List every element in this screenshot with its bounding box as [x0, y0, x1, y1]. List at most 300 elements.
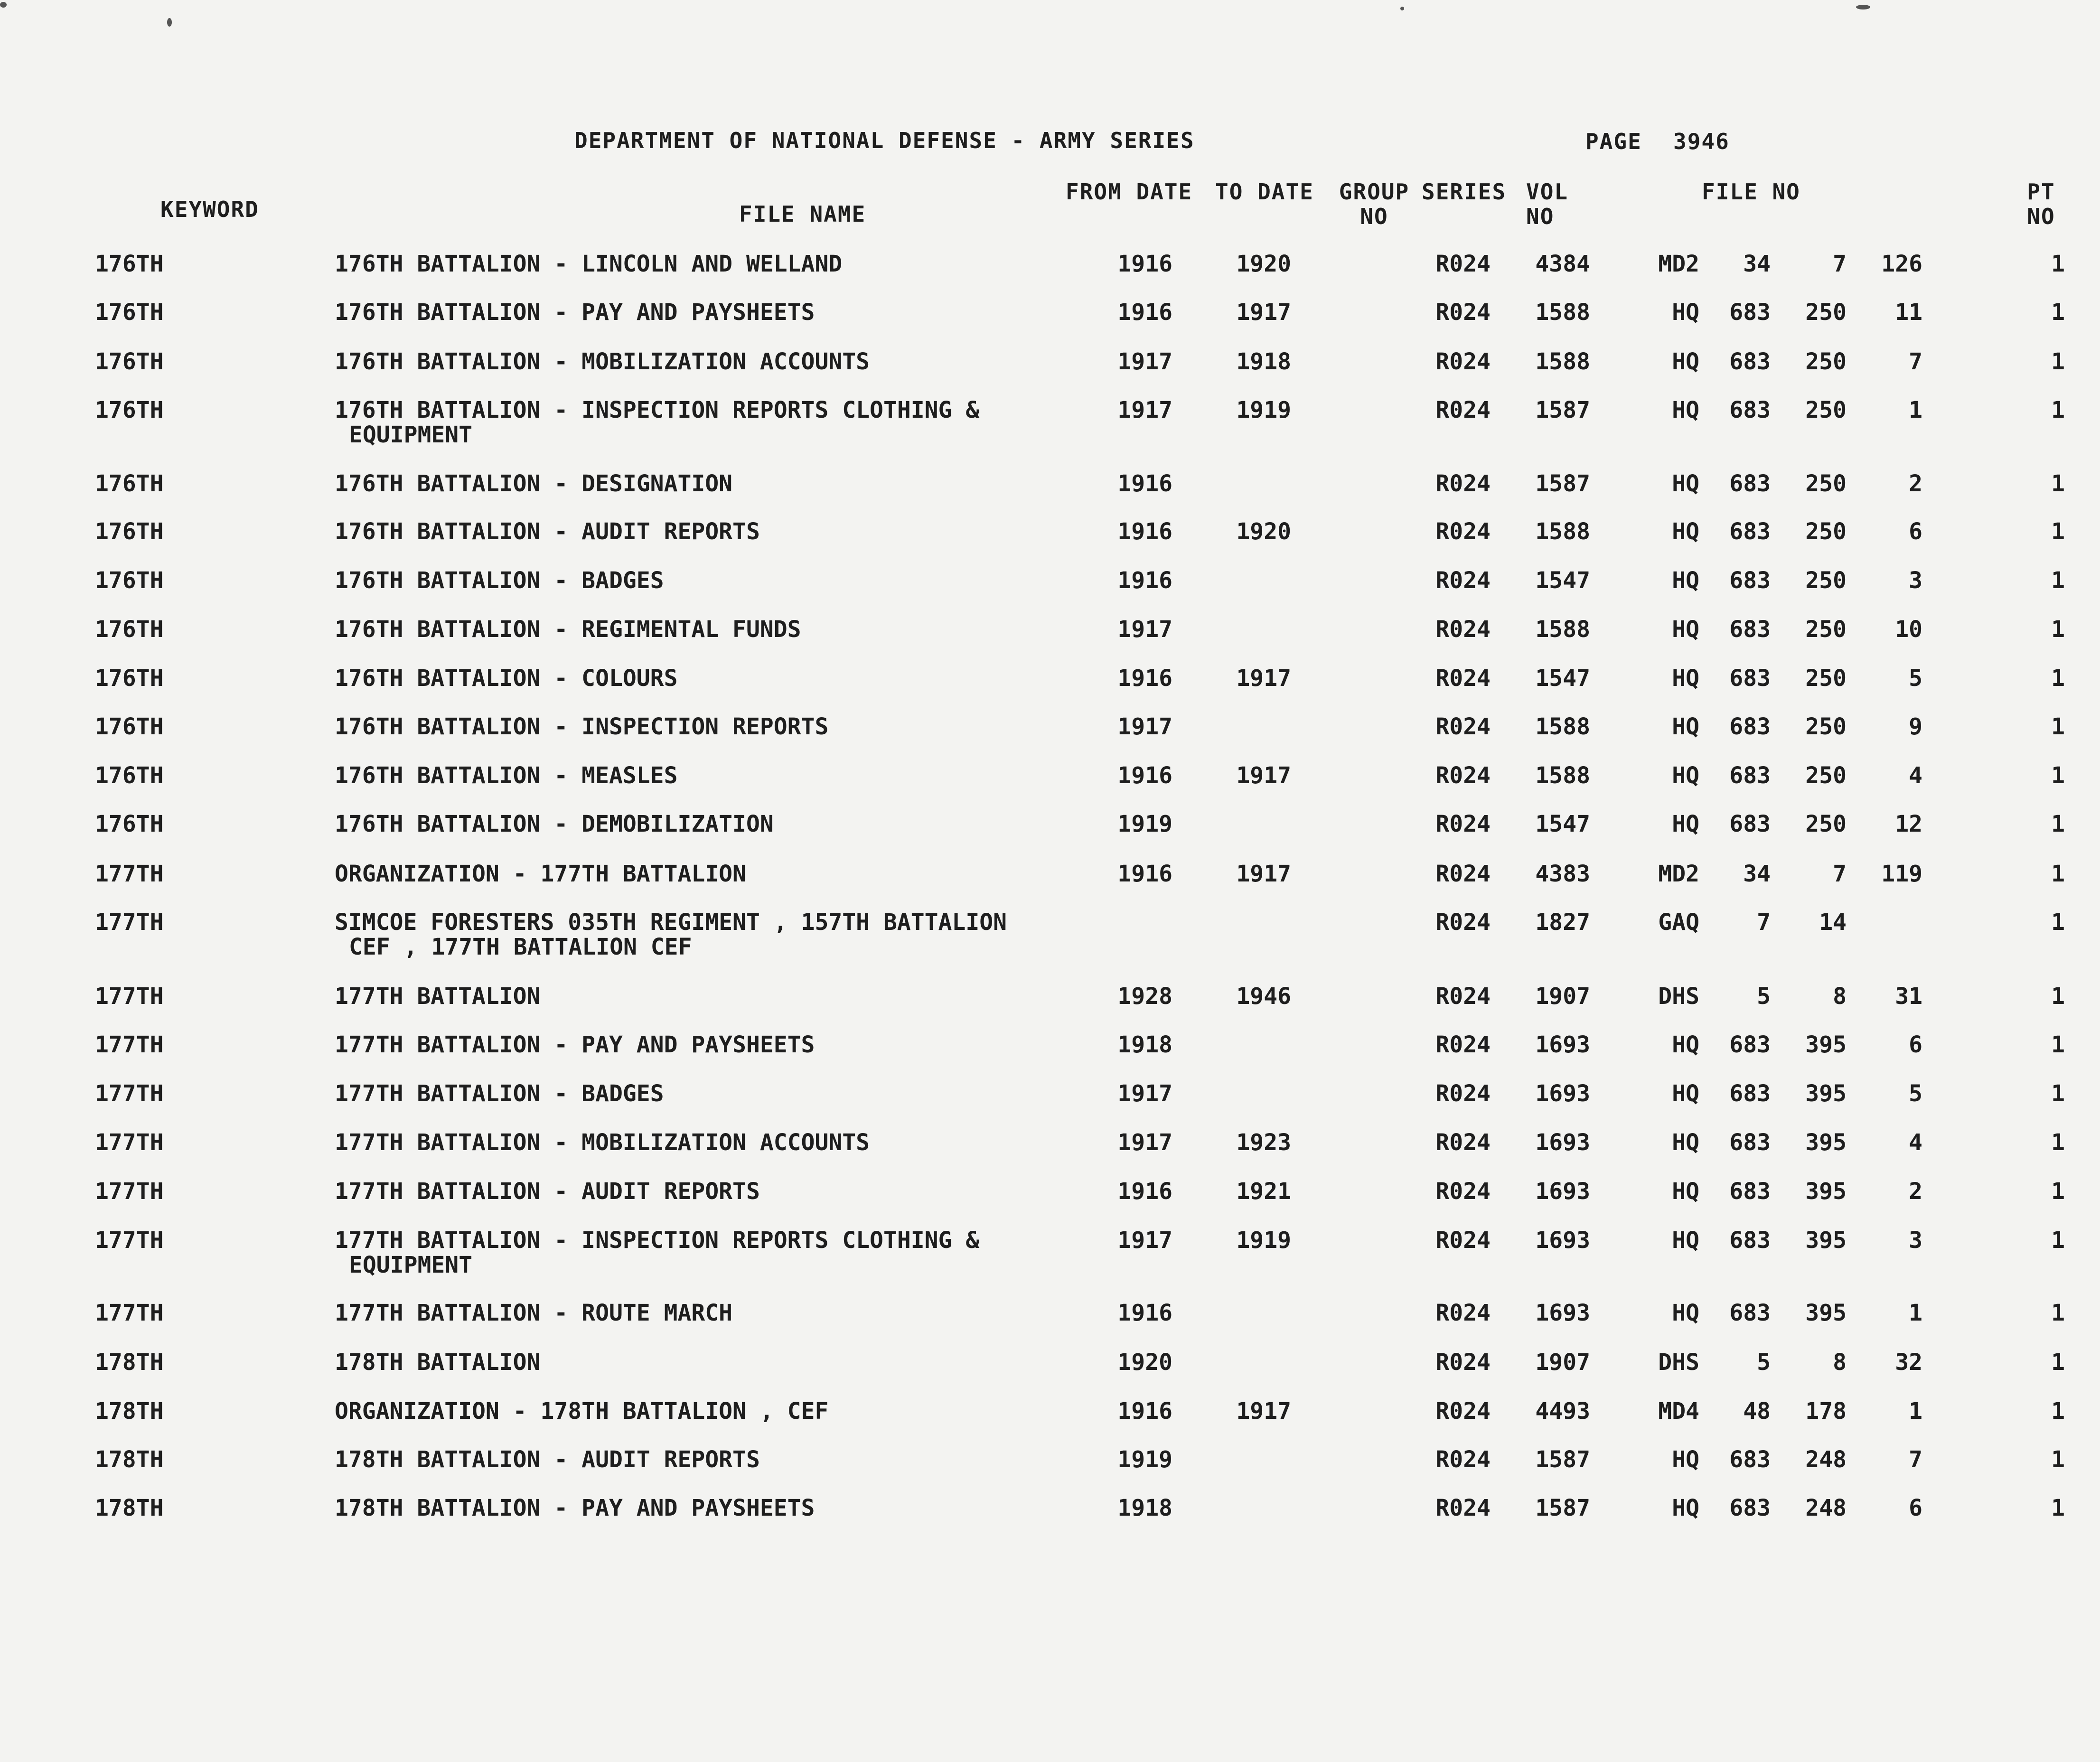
- file-no-part2-cell: 395: [1805, 1300, 1847, 1326]
- file-no-part1-cell: 7: [1757, 909, 1771, 936]
- pt-no-cell: 1: [2051, 1300, 2065, 1326]
- file-no-part2-cell: 250: [1805, 811, 1847, 837]
- file-name-line: 176TH BATTALION - DESIGNATION: [335, 470, 733, 497]
- keyword-cell: 177TH: [95, 1129, 164, 1156]
- keyword-cell: 177TH: [95, 1227, 164, 1254]
- scan-speck: [0, 2, 7, 8]
- file-no-part3-cell: 9: [1909, 713, 1922, 740]
- table-row: [0, 300, 2100, 347]
- pt-no-cell: 1: [2051, 251, 2065, 277]
- keyword-cell: 176TH: [95, 567, 164, 594]
- from-date-cell: 1918: [1117, 1031, 1172, 1058]
- file-no-part3-cell: 5: [1909, 665, 1922, 692]
- table-row: [0, 252, 2100, 299]
- column-header-file-no: FILE NO: [1702, 179, 1800, 205]
- file-name-line: 176TH BATTALION - INSPECTION REPORTS CLOTHING &: [335, 397, 980, 423]
- series-cell: R024: [1435, 1398, 1491, 1425]
- series-cell: R024: [1435, 1349, 1491, 1376]
- to-date-cell: 1923: [1236, 1129, 1291, 1156]
- file-no-part1-cell: 34: [1743, 251, 1771, 277]
- to-date-cell: 1917: [1236, 762, 1291, 789]
- group-code-cell: HQ: [1672, 713, 1699, 740]
- file-name-continuation: EQUIPMENT: [349, 1252, 473, 1278]
- file-name-cell: [335, 617, 801, 642]
- series-cell: R024: [1435, 1300, 1491, 1326]
- table-row: [0, 617, 2100, 665]
- to-date-cell: 1919: [1236, 1227, 1291, 1254]
- file-name-cell: [335, 984, 540, 1009]
- file-no-part1-cell: 34: [1743, 861, 1771, 887]
- pt-no-cell: 1: [2051, 1349, 2065, 1376]
- file-name-line: 177TH BATTALION - INSPECTION REPORTS CLOTHING &: [335, 1227, 980, 1254]
- file-name-cell: [335, 862, 746, 886]
- table-row: [0, 1350, 2100, 1397]
- group-code-cell: HQ: [1672, 1495, 1699, 1521]
- series-cell: R024: [1435, 299, 1491, 326]
- file-name-line: 176TH BATTALION - COLOURS: [335, 665, 678, 692]
- table-row: [0, 1130, 2100, 1178]
- group-code-cell: HQ: [1672, 665, 1699, 692]
- file-name-cell: [335, 666, 677, 691]
- file-no-part3-cell: 10: [1895, 616, 1922, 643]
- file-no-part1-cell: 683: [1729, 713, 1771, 740]
- file-no-part1-cell: 683: [1729, 1495, 1771, 1521]
- pt-no-cell: 1: [2051, 567, 2065, 594]
- table-row: [0, 1447, 2100, 1495]
- from-date-cell: 1917: [1117, 348, 1172, 375]
- pt-no-cell: 1: [2051, 983, 2065, 1010]
- file-no-part3-cell: 6: [1909, 1031, 1922, 1058]
- series-cell: R024: [1435, 1495, 1491, 1521]
- pt-no-cell: 1: [2051, 470, 2065, 497]
- keyword-cell: 177TH: [95, 861, 164, 887]
- series-cell: R024: [1435, 983, 1491, 1010]
- file-no-part3-cell: 7: [1909, 348, 1922, 375]
- from-date-cell: 1917: [1117, 397, 1172, 423]
- pt-no-cell: 1: [2051, 762, 2065, 789]
- file-name-continuation: CEF , 177TH BATTALION CEF: [349, 934, 692, 960]
- table-row: [0, 568, 2100, 616]
- file-name-line: 178TH BATTALION - AUDIT REPORTS: [335, 1446, 760, 1473]
- from-date-cell: 1920: [1117, 1349, 1172, 1376]
- file-name-line: 176TH BATTALION - PAY AND PAYSHEETS: [335, 299, 815, 326]
- group-code-cell: HQ: [1672, 567, 1699, 594]
- pt-no-cell: 1: [2051, 616, 2065, 643]
- from-date-cell: 1916: [1117, 518, 1172, 545]
- file-no-part1-cell: 683: [1729, 811, 1771, 837]
- file-no-part3-cell: 31: [1895, 983, 1922, 1010]
- pt-no-cell: 1: [2051, 1129, 2065, 1156]
- vol-no-cell: 1547: [1535, 665, 1590, 692]
- vol-no-cell: 1693: [1535, 1178, 1590, 1205]
- file-name-continuation: EQUIPMENT: [349, 422, 473, 448]
- pt-no-cell: 1: [2051, 909, 2065, 936]
- file-no-part3-cell: 3: [1909, 567, 1922, 594]
- file-name-line: 177TH BATTALION: [335, 983, 541, 1010]
- group-code-cell: HQ: [1672, 348, 1699, 375]
- vol-no-cell: 1693: [1535, 1080, 1590, 1107]
- from-date-cell: 1916: [1117, 251, 1172, 277]
- series-cell: R024: [1435, 470, 1491, 497]
- keyword-cell: 176TH: [95, 251, 164, 277]
- vol-no-cell: 1693: [1535, 1227, 1590, 1254]
- pt-no-cell: 1: [2051, 1495, 2065, 1521]
- series-cell: R024: [1435, 1080, 1491, 1107]
- keyword-cell: 176TH: [95, 518, 164, 545]
- file-name-cell: [335, 568, 664, 593]
- file-no-part1-cell: 48: [1743, 1398, 1771, 1425]
- file-no-part2-cell: 250: [1805, 299, 1847, 326]
- file-no-part2-cell: 395: [1805, 1129, 1847, 1156]
- to-date-cell: 1920: [1236, 518, 1291, 545]
- file-name-cell: [335, 714, 828, 739]
- group-code-cell: HQ: [1672, 397, 1699, 423]
- vol-no-cell: 1587: [1535, 397, 1590, 423]
- file-name-line: 176TH BATTALION - AUDIT REPORTS: [335, 518, 760, 545]
- vol-no-cell: 1547: [1535, 811, 1590, 837]
- table-row: [0, 1032, 2100, 1080]
- file-name-cell: [335, 252, 842, 276]
- table-row: [0, 1227, 2100, 1278]
- from-date-cell: 1917: [1117, 1129, 1172, 1156]
- from-date-cell: 1917: [1117, 1080, 1172, 1107]
- from-date-cell: 1917: [1117, 616, 1172, 643]
- table-row: [0, 471, 2100, 519]
- file-no-part3-cell: 32: [1895, 1349, 1922, 1376]
- group-code-cell: MD2: [1658, 861, 1699, 887]
- file-name-line: 177TH BATTALION - AUDIT REPORTS: [335, 1178, 760, 1205]
- from-date-cell: 1916: [1117, 762, 1172, 789]
- group-code-cell: HQ: [1672, 1446, 1699, 1473]
- file-name-line: 178TH BATTALION: [335, 1349, 541, 1376]
- file-name-cell: [335, 300, 815, 325]
- pt-no-cell: 1: [2051, 348, 2065, 375]
- group-code-cell: DHS: [1658, 983, 1699, 1010]
- scan-speck: [167, 18, 172, 27]
- group-code-cell: HQ: [1672, 1178, 1699, 1205]
- file-no-part2-cell: 7: [1833, 861, 1847, 887]
- vol-no-cell: 1588: [1535, 348, 1590, 375]
- vol-no-cell: 1693: [1535, 1300, 1590, 1326]
- file-no-part3-cell: 6: [1909, 518, 1922, 545]
- file-no-part3-cell: 1: [1909, 1300, 1922, 1326]
- series-cell: R024: [1435, 251, 1491, 277]
- file-no-part3-cell: 12: [1895, 811, 1922, 837]
- file-no-part3-cell: 4: [1909, 1129, 1922, 1156]
- file-no-part3-cell: 11: [1895, 299, 1922, 326]
- pt-no-cell: 1: [2051, 1446, 2065, 1473]
- file-no-part1-cell: 5: [1757, 1349, 1771, 1376]
- keyword-cell: 176TH: [95, 665, 164, 692]
- file-name-cell: [335, 1350, 540, 1375]
- column-header-vol-no: VOL NO: [1526, 179, 1569, 229]
- file-no-part3-cell: 6: [1909, 1495, 1922, 1521]
- from-date-cell: 1916: [1117, 299, 1172, 326]
- series-cell: R024: [1435, 1227, 1491, 1254]
- file-no-part2-cell: 250: [1805, 567, 1847, 594]
- scan-speck: [1856, 5, 1870, 9]
- vol-no-cell: 1587: [1535, 1495, 1590, 1521]
- vol-no-cell: 1907: [1535, 983, 1590, 1010]
- from-date-cell: 1919: [1117, 811, 1172, 837]
- pt-no-cell: 1: [2051, 1080, 2065, 1107]
- table-row: [0, 909, 2100, 960]
- series-cell: R024: [1435, 1129, 1491, 1156]
- group-code-cell: HQ: [1672, 1129, 1699, 1156]
- file-no-part2-cell: 250: [1805, 397, 1847, 423]
- series-cell: R024: [1435, 397, 1491, 423]
- file-no-part3-cell: 126: [1881, 251, 1922, 277]
- table-row: [0, 1301, 2100, 1348]
- file-no-part3-cell: 119: [1881, 861, 1922, 887]
- file-no-part1-cell: 683: [1729, 470, 1771, 497]
- file-no-part2-cell: 250: [1805, 348, 1847, 375]
- file-no-part2-cell: 395: [1805, 1031, 1847, 1058]
- vol-no-cell: 4493: [1535, 1398, 1590, 1425]
- group-code-cell: HQ: [1672, 762, 1699, 789]
- table-row: [0, 1496, 2100, 1543]
- from-date-cell: 1918: [1117, 1495, 1172, 1521]
- column-header-series: SERIES: [1422, 179, 1507, 205]
- file-no-part1-cell: 683: [1729, 567, 1771, 594]
- vol-no-cell: 1907: [1535, 1349, 1590, 1376]
- pt-no-cell: 1: [2051, 299, 2065, 326]
- file-no-part1-cell: 683: [1729, 348, 1771, 375]
- file-no-part3-cell: 1: [1909, 1398, 1922, 1425]
- column-header-group-no: GROUP NO: [1339, 179, 1410, 229]
- table-row: [0, 812, 2100, 859]
- file-name-cell: [335, 349, 870, 374]
- file-no-part2-cell: 395: [1805, 1080, 1847, 1107]
- vol-no-cell: 1588: [1535, 518, 1590, 545]
- file-no-part2-cell: 8: [1833, 983, 1847, 1010]
- keyword-cell: 176TH: [95, 299, 164, 326]
- series-cell: R024: [1435, 861, 1491, 887]
- keyword-cell: 177TH: [95, 909, 164, 936]
- file-no-part3-cell: 5: [1909, 1080, 1922, 1107]
- file-no-part3-cell: 1: [1909, 397, 1922, 423]
- group-code-cell: MD4: [1658, 1398, 1699, 1425]
- table-row: [0, 519, 2100, 567]
- file-no-part2-cell: 178: [1805, 1398, 1847, 1425]
- page-label: PAGE: [1585, 129, 1642, 154]
- vol-no-cell: 1587: [1535, 470, 1590, 497]
- file-no-part1-cell: 683: [1729, 1227, 1771, 1254]
- file-name-line: 176TH BATTALION - MOBILIZATION ACCOUNTS: [335, 348, 870, 375]
- file-name-cell: [335, 1447, 760, 1472]
- file-no-part1-cell: 683: [1729, 397, 1771, 423]
- vol-no-cell: 1827: [1535, 909, 1590, 936]
- column-header-file-name: FILE NAME: [739, 201, 866, 227]
- file-name-line: 176TH BATTALION - INSPECTION REPORTS: [335, 713, 829, 740]
- file-name-line: 176TH BATTALION - LINCOLN AND WELLAND: [335, 251, 843, 277]
- pt-no-cell: 1: [2051, 665, 2065, 692]
- to-date-cell: 1917: [1236, 299, 1291, 326]
- from-date-cell: 1919: [1117, 1446, 1172, 1473]
- pt-no-cell: 1: [2051, 713, 2065, 740]
- from-date-cell: 1916: [1117, 1300, 1172, 1326]
- table-row: [0, 714, 2100, 762]
- file-no-part1-cell: 683: [1729, 665, 1771, 692]
- file-name-line: 176TH BATTALION - REGIMENTAL FUNDS: [335, 616, 801, 643]
- group-code-cell: GAQ: [1658, 909, 1699, 936]
- keyword-cell: 176TH: [95, 348, 164, 375]
- file-name-cell: [335, 519, 760, 544]
- series-cell: R024: [1435, 348, 1491, 375]
- from-date-cell: 1917: [1117, 1227, 1172, 1254]
- file-name-cell: [335, 1496, 815, 1520]
- group-code-cell: HQ: [1672, 299, 1699, 326]
- from-date-cell: 1916: [1117, 665, 1172, 692]
- group-code-cell: HQ: [1672, 470, 1699, 497]
- keyword-cell: 176TH: [95, 811, 164, 837]
- file-no-part1-cell: 683: [1729, 1300, 1771, 1326]
- file-no-part2-cell: 250: [1805, 713, 1847, 740]
- to-date-cell: 1946: [1236, 983, 1291, 1010]
- series-cell: R024: [1435, 762, 1491, 789]
- group-code-cell: HQ: [1672, 1080, 1699, 1107]
- group-code-cell: HQ: [1672, 518, 1699, 545]
- file-no-part2-cell: 248: [1805, 1495, 1847, 1521]
- to-date-cell: 1921: [1236, 1178, 1291, 1205]
- series-cell: R024: [1435, 567, 1491, 594]
- file-no-part2-cell: 14: [1819, 909, 1847, 936]
- file-no-part1-cell: 683: [1729, 299, 1771, 326]
- column-header-from-date: FROM DATE: [1066, 179, 1193, 205]
- file-no-part1-cell: 683: [1729, 1031, 1771, 1058]
- file-no-part1-cell: 683: [1729, 1446, 1771, 1473]
- document-title: DEPARTMENT OF NATIONAL DEFENSE - ARMY SERIES: [574, 128, 1195, 153]
- keyword-cell: 177TH: [95, 1300, 164, 1326]
- file-no-part3-cell: 7: [1909, 1446, 1922, 1473]
- keyword-cell: 176TH: [95, 397, 164, 423]
- file-name-line: 176TH BATTALION - BADGES: [335, 567, 664, 594]
- keyword-cell: 177TH: [95, 983, 164, 1010]
- vol-no-cell: 1588: [1535, 713, 1590, 740]
- series-cell: R024: [1435, 909, 1491, 936]
- file-no-part3-cell: 3: [1909, 1227, 1922, 1254]
- file-name-cell: [335, 1081, 664, 1106]
- table-row: [0, 763, 2100, 811]
- scan-speck: [1400, 7, 1404, 10]
- from-date-cell: 1916: [1117, 470, 1172, 497]
- file-no-part2-cell: 248: [1805, 1446, 1847, 1473]
- file-name-cell: [335, 471, 732, 496]
- keyword-cell: 177TH: [95, 1080, 164, 1107]
- series-cell: R024: [1435, 713, 1491, 740]
- file-no-part1-cell: 683: [1729, 1178, 1771, 1205]
- series-cell: R024: [1435, 1178, 1491, 1205]
- series-cell: R024: [1435, 1446, 1491, 1473]
- file-name-cell: [335, 1130, 870, 1155]
- from-date-cell: 1928: [1117, 983, 1172, 1010]
- file-name-line: 176TH BATTALION - DEMOBILIZATION: [335, 811, 774, 837]
- file-no-part2-cell: 395: [1805, 1178, 1847, 1205]
- group-code-cell: DHS: [1658, 1349, 1699, 1376]
- file-no-part3-cell: 2: [1909, 1178, 1922, 1205]
- file-name-cell: [335, 812, 774, 836]
- series-cell: R024: [1435, 1031, 1491, 1058]
- group-code-cell: HQ: [1672, 1227, 1699, 1254]
- file-no-part2-cell: 395: [1805, 1227, 1847, 1254]
- file-name-line: 177TH BATTALION - ROUTE MARCH: [335, 1300, 733, 1326]
- file-name-cell: [335, 1032, 815, 1057]
- file-name-cell: [335, 1228, 979, 1277]
- to-date-cell: 1917: [1236, 665, 1291, 692]
- keyword-cell: 178TH: [95, 1446, 164, 1473]
- column-header-keyword: KEYWORD: [160, 197, 259, 222]
- to-date-cell: 1918: [1236, 348, 1291, 375]
- from-date-cell: 1916: [1117, 1398, 1172, 1425]
- keyword-cell: 178TH: [95, 1495, 164, 1521]
- pt-no-cell: 1: [2051, 1031, 2065, 1058]
- file-no-part2-cell: 250: [1805, 762, 1847, 789]
- file-name-cell: [335, 1301, 732, 1325]
- vol-no-cell: 1547: [1535, 567, 1590, 594]
- file-name-line: 177TH BATTALION - PAY AND PAYSHEETS: [335, 1031, 815, 1058]
- file-name-line: 177TH BATTALION - BADGES: [335, 1080, 664, 1107]
- keyword-cell: 178TH: [95, 1398, 164, 1425]
- keyword-cell: 178TH: [95, 1349, 164, 1376]
- vol-no-cell: 1588: [1535, 616, 1590, 643]
- series-cell: R024: [1435, 665, 1491, 692]
- file-no-part1-cell: 683: [1729, 1129, 1771, 1156]
- keyword-cell: 177TH: [95, 1178, 164, 1205]
- file-no-part1-cell: 683: [1729, 616, 1771, 643]
- table-row: [0, 1081, 2100, 1129]
- group-code-cell: HQ: [1672, 1300, 1699, 1326]
- file-no-part2-cell: 250: [1805, 616, 1847, 643]
- group-code-cell: HQ: [1672, 811, 1699, 837]
- file-no-part2-cell: 250: [1805, 518, 1847, 545]
- vol-no-cell: 4383: [1535, 861, 1590, 887]
- pt-no-cell: 1: [2051, 1227, 2065, 1254]
- keyword-cell: 176TH: [95, 470, 164, 497]
- pt-no-cell: 1: [2051, 397, 2065, 423]
- file-name-cell: [335, 910, 1007, 959]
- pt-no-cell: 1: [2051, 518, 2065, 545]
- table-row: [0, 1179, 2100, 1227]
- from-date-cell: 1916: [1117, 861, 1172, 887]
- pt-no-cell: 1: [2051, 1398, 2065, 1425]
- file-name-cell: [335, 1179, 760, 1204]
- file-name-line: 178TH BATTALION - PAY AND PAYSHEETS: [335, 1495, 815, 1521]
- table-row: [0, 666, 2100, 713]
- file-name-cell: [335, 763, 677, 788]
- vol-no-cell: 1587: [1535, 1446, 1590, 1473]
- pt-no-cell: 1: [2051, 811, 2065, 837]
- keyword-cell: 176TH: [95, 616, 164, 643]
- table-row: [0, 984, 2100, 1031]
- pt-no-cell: 1: [2051, 861, 2065, 887]
- to-date-cell: 1919: [1236, 397, 1291, 423]
- vol-no-cell: 4384: [1535, 251, 1590, 277]
- file-name-line: 176TH BATTALION - MEASLES: [335, 762, 678, 789]
- vol-no-cell: 1693: [1535, 1031, 1590, 1058]
- group-code-cell: HQ: [1672, 1031, 1699, 1058]
- file-no-part1-cell: 683: [1729, 1080, 1771, 1107]
- pt-no-cell: 1: [2051, 1178, 2065, 1205]
- file-name-cell: [335, 1399, 828, 1424]
- from-date-cell: 1916: [1117, 567, 1172, 594]
- table-row: [0, 1399, 2100, 1446]
- file-no-part1-cell: 683: [1729, 762, 1771, 789]
- series-cell: R024: [1435, 811, 1491, 837]
- keyword-cell: 177TH: [95, 1031, 164, 1058]
- from-date-cell: 1917: [1117, 713, 1172, 740]
- file-no-part2-cell: 8: [1833, 1349, 1847, 1376]
- file-no-part1-cell: 5: [1757, 983, 1771, 1010]
